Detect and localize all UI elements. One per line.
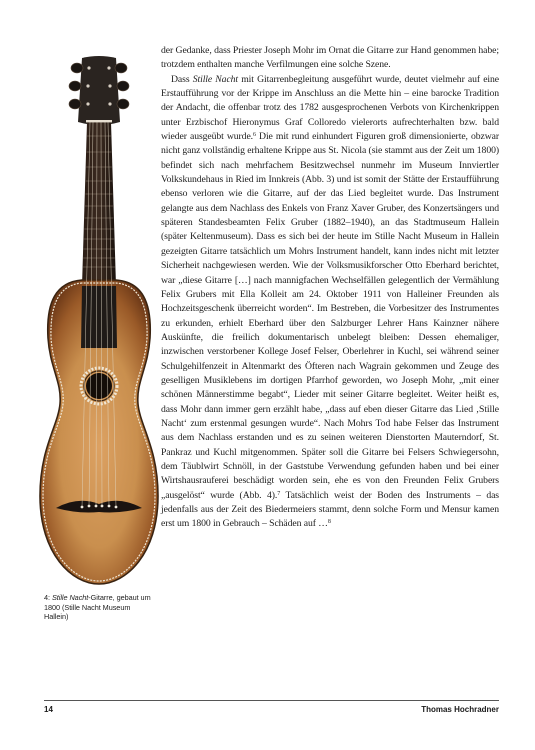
paragraph: Dass Stille Nacht mit Gitarrenbegleitung ausgeführt wurde, deutet vielmehr auf eine Erstaufführung vor der Krippe im Anschluss an die Mette hin – eine barocke Tradition der Andacht, die offenbar trotz des 1782 ausgesprochenen Verbots von Kirchenkrippen unter Erzbischof Hieronymus Graf Colloredo vielerorts aufrechterhalten bzw. bald wieder ausgeübt wurde.$^6$ Die mit rund einhundert Figuren groß dimensionierte, obzwar nicht ganz vollständig erhaltene Krippe aus St. Nicola (sie stammt aus der Zeit um 1800) befindet sich nach mehrfachem Besitzwechsel nunmehr im Museum Innviertler Volkskundehaus in Ried im Innkreis (Abb. 3) und ist somit der Stätte der Erstaufführung ebenso verloren wie die Gitarre, auf der das Lied begleitet wurde. Das Instrument gelangte aus dem Nachlass des Enkels von Franz Xaver Gruber, des Konzertsängers und späteren Standesbeamten Felix Gruber (1882–1940), an das Stadtmuseum Hallein (später Keltenmuseum). Dass es sich bei der heute im Stille Nacht Museum in Hallein gezeigten Gitarre tatsächlich um Mohrs Instrument handelt, kann indes nicht mit letzter Sicherheit nachgewiesen werden. Wie der Volksmusikforscher Otto Eberhard berichtet, war „diese Gitarre […] nach mannigfachen Wechselfällen gelegentlich der Vermählung Felix Grubers mit Ella Kolleit am 24. Oktober 1911 von Halleiner Freunden als Hochzeitsgeschenk überreicht worden“. Im Bestreben, die Vorbesitzer des Instrumentes zu erkunden, erhielt Eberhard über den Salzburger Lehrer Hans Kainzner nähere Auskünfte, die freilich dokumentarisch unbelegt bleiben: Dessen ehemaliger, inzwischen verstorbener Kollege Josef Felser, Oberlehrer in Kuchl, sei während seiner Schulgehilfenzeit in Altenmarkt des Öfteren nach Wagrain gekommen und Zeuge des geselligen Musiklebens im dortigen Pfarrhof geworden, wo Joseph Mohr, „mit einer schönen Männerstimme begabt“, Lieder mit seiner Gitarre begleitet. Weiter heißt es, dass Mohr dann immer gern erzählt habe, „dass auf eben dieser Gitarre das Lied ‚Stille Nacht‘ zum erstenmal gesungen wurde“. Nach Mohrs Tod habe Felser das Instrument aus dem Nachlass erstanden und es zu seinen weiteren Dienstorten Mauterndorf, St. Pankraz und Kuchl mitgenommen. Später soll die Gitarre bei Felsers Schwiegersohn, dem Täublwirt Schnöll, in der Gaststube Verwendung gefunden haben und bei einer Wirtshausrauferei beschädigt worden sein, ehe es von den Freunden Felix Grubers „ausgelöst“ wurde (Abb. 4).$^7$ Tatsächlich weist der Boden des Instruments – das jedenfalls aus der Zeit des Biedermeiers stammt, denn solche Form und Mensur kamen erst um 1800 in Gebrauch – Schäden auf …$^8$ — [161, 73, 500, 530]
page-number: 14 — [44, 705, 53, 714]
body-text — [161, 44, 499, 532]
figure-caption-text: 4: Stille Nacht-Gitarre, gebaut um 1800 (Stille Nacht Museum Hallein) — [44, 593, 151, 622]
footer-divider — [44, 700, 499, 701]
footnote-marker: 8 — [327, 519, 331, 526]
figure-caption — [44, 593, 154, 622]
footnote-marker: 6 — [253, 132, 256, 139]
running-footer-author: Thomas Hochradner — [421, 705, 499, 714]
footnote-marker: 7 — [277, 490, 281, 497]
guitar-image — [38, 56, 160, 588]
sound-hole — [86, 373, 112, 399]
paragraph: der Gedanke, dass Priester Joseph Mohr im Ornat die Gitarre zur Hand genommen habe; trotzdem enthalten manche Verfilmungen eine solche Szene. — [161, 45, 499, 71]
headstock — [78, 56, 120, 125]
italic-text: Stille Nacht — [192, 73, 239, 85]
italic-text: Stille Nacht — [51, 593, 89, 602]
